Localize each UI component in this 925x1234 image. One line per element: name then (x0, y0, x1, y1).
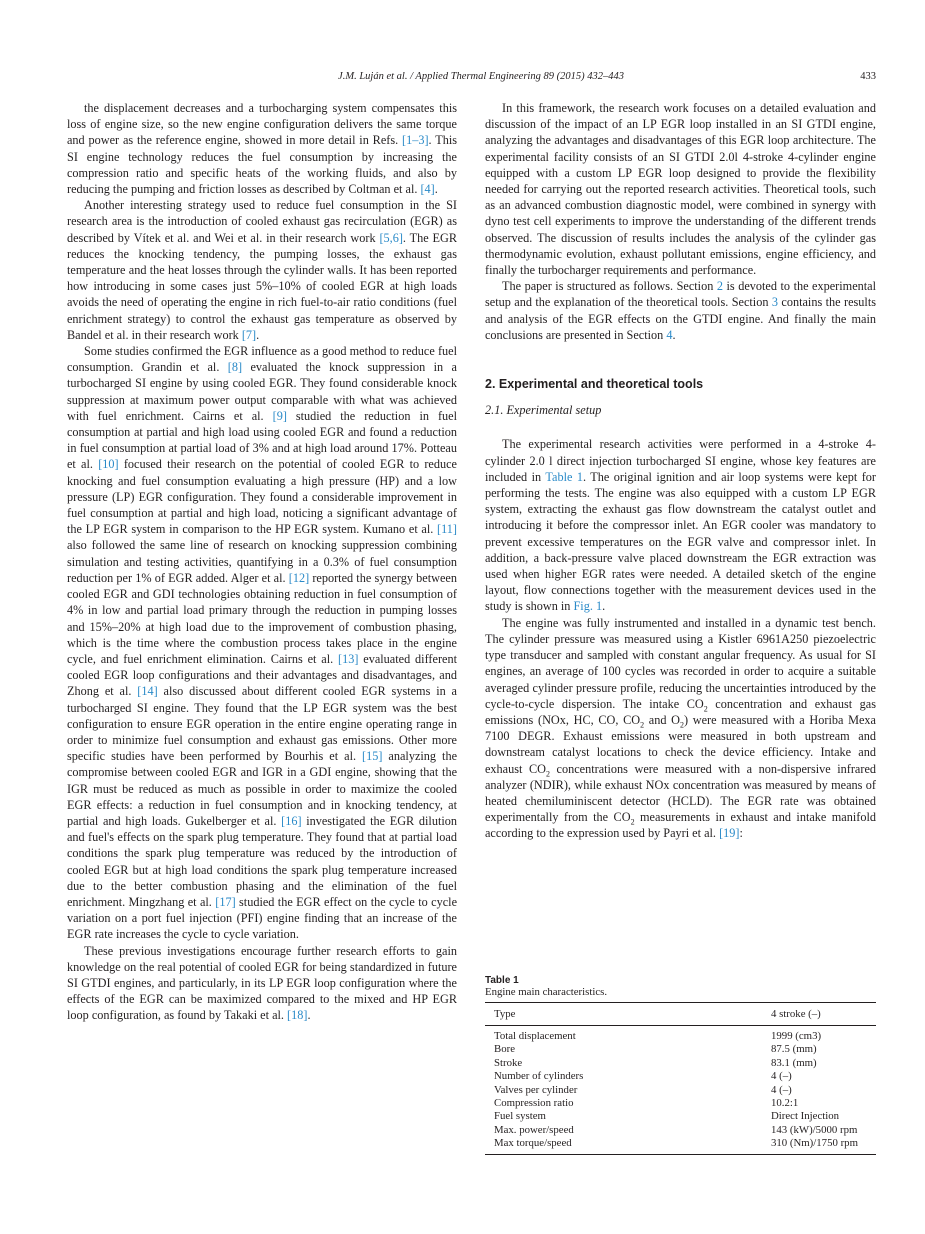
table-cell: 310 (Nm)/1750 rpm (762, 1137, 876, 1154)
citation-link[interactable]: [17] (215, 894, 236, 909)
table-header-cell: 4 stroke (–) (762, 1003, 876, 1026)
table-cell: Fuel system (494, 1110, 546, 1123)
table-cell: 87.5 (mm) (771, 1043, 817, 1056)
engine-characteristics-table (485, 1002, 876, 1155)
citation-link[interactable]: [5,6] (379, 230, 403, 245)
table-cell: Direct Injection (771, 1110, 840, 1123)
text-run: The engine was fully instrumented and installed in a dynamic test bench. The cylinder pressure was measured using a Kistler 6961A250 piezoelectric type transducer and sampled with constant angular frequency. As usual for SI engines, an average of 100 cycles was recorded in order to acquire a suitable averaged cylinder pressure profile, reducing the uncertainties introduced by the cycle-to-cycle dispersion. The intake CO (485, 615, 876, 711)
text-run: the displacement decreases and a turbocharging system compensates this loss of engine size, so the new engine configuration delivers the same torque and power as the reference engine, showed in more detail in Refs. (67, 101, 457, 148)
text-run: is devoted to the experimental setup and the explanation of the theoretical tools. Section (485, 279, 876, 310)
subscript: 2 (630, 817, 635, 827)
subsection-heading: 2.1. Experimental setup (485, 403, 602, 418)
text-run: concentration and exhaust gas emissions (NOx, HC, CO, CO (485, 696, 876, 727)
table-row (485, 1084, 876, 1097)
text-run: Some studies confirmed the EGR influence as a good method to reduce fuel consumption. Grandin et al. (67, 344, 457, 375)
text-run: Another interesting strategy used to reduce fuel consumption in the SI research area is the introduction of cooled exhaust gas recirculation (EGR) as described by Vítek et al. and Wei et al. in their research work (67, 198, 457, 245)
text-run: . (307, 1008, 311, 1023)
citation-link[interactable]: [18] (287, 1008, 308, 1023)
table-cell: 143 (kW)/5000 rpm (771, 1123, 858, 1136)
text-run: evaluated the knock suppression in a turbocharged SI engine by using cooled EGR. They found considerable knock suppression at maximum power output comparable with what was achieved with fuel enrichment. Cairns et al. (67, 360, 457, 423)
running-header (86, 71, 876, 87)
text-run: The experimental research activities were performed in a 4-stroke 4-cylinder 2.0 l direct injection turbocharged SI engine, whose key features are included in (485, 437, 876, 484)
text-run: . The original ignition and air loop systems were kept for performing the tests. The engine was also equipped with a custom LP EGR system, extracting the exhaust gas flow downstream the catalyst outlet and introducing it before the compressor inlet. An EGR cooler was mandatory to prevent excessive temperatures on the EGR valve and compressor inlet. In addition, a back-pressure valve placed downstream the EGR extraction was used when higher EGR rates were needed. A detailed sketch of the engine layout, flow connections together with the measurement devices used in the study is shown in (485, 469, 876, 614)
text-run: ) were measured with a Horiba Mexa 7100 DEGR. Exhaust emissions were measured in both upstream and downstream catalyst locations to check the device efficiency. Intake and exhaust CO (485, 712, 876, 776)
section-link[interactable]: 4 (666, 327, 673, 342)
text-run: concentrations were measured with a non-dispersive infrared analyzer (NDIR), while exhaust NOx concentration was measured by means of heated chemiluminiscent detector (HCLD). The EGR rate was obtained experimentally from the CO (485, 761, 877, 825)
text-run: contains the results and analysis of the EGR effects on the GTDI engine. And finally the main conclusions are presented in Section (485, 295, 876, 342)
citation-link[interactable]: [1–3] (402, 133, 429, 148)
citation-link[interactable]: [13] (338, 651, 359, 666)
table-cell: Compression ratio (494, 1097, 574, 1110)
citation-link[interactable]: [15] (362, 749, 383, 764)
table-header-row (485, 1003, 876, 1026)
paragraph (67, 197, 457, 343)
text-run: analyzing the compromise between cooled EGR and IGR in a GDI engine, showing that the IGR must be reduced as much as possible in order to maximize the cooled EGR effects: a reduction in fuel consumption and in knocking tendency, at partial and high loads. Gukelberger et al. (67, 749, 458, 828)
table-cell: 4 (–) (771, 1070, 792, 1083)
paragraph (67, 943, 457, 1024)
citation-link[interactable]: [12] (288, 570, 310, 585)
subscript: 2 (545, 768, 550, 778)
text-run: : (739, 826, 743, 841)
table-cell: Stroke (494, 1056, 523, 1069)
paragraph (485, 615, 876, 842)
table-row (485, 1137, 876, 1154)
table-row (485, 1070, 876, 1083)
table-row (485, 1043, 876, 1056)
table-cell: Total displacement (494, 1030, 576, 1042)
table-cell: 4 (–) (771, 1083, 792, 1096)
section-link[interactable]: 3 (771, 295, 778, 310)
table-caption: Engine main characteristics. (485, 986, 608, 998)
text-run: measurements in exhaust and intake manifold according to the expression used by Payri et al. (485, 810, 877, 841)
table-cell: 10.2:1 (771, 1097, 799, 1110)
text-run: studied the EGR effect on the cycle to cycle variation on a port fuel injection (PFI) engine finding that an increase of the EGR rate increases the cycle to cycle variation. (67, 894, 458, 942)
table-1 (485, 975, 876, 1155)
text-run: studied the reduction in fuel consumption at partial and high load using cooled EGR and found a reduction in fuel consumption at partial load of 3% and at high load around 17%. Potteau et al. (67, 408, 457, 472)
table-row (485, 1057, 876, 1070)
paragraph (67, 100, 457, 197)
citation-link[interactable]: [4] (420, 182, 435, 197)
text-run: These previous investigations encourage further research efforts to gain knowledge on the real potential of cooled EGR for being standardized in future SI GTDI engines, and particularly, in its LP EGR loop configuration where the effects of the EGR can be maximized compared to the mixed and HP EGR loop configuration, as found by Takaki et al. (67, 943, 457, 1023)
text-run: . This SI engine technology reduces the fuel consumption by increasing the compression ratio and specific heats of the working fluids, and also by reducing the pumping and friction losses as described by Coltman et al. (67, 133, 457, 197)
text-run: also discussed about different cooled EGR systems in a turbocharged SI engine. They found that the LP EGR system was the best configuration to ensure EGR operation in the entire engine operating range in order to minimize fuel consumption and exhaust gas emissions. Other more specific studies have been performed by Bourhis et al. (67, 684, 457, 764)
table-cell: Max torque/speed (485, 1137, 762, 1154)
table-cell: Max. power/speed (494, 1123, 574, 1136)
table-row (485, 1124, 876, 1137)
citation-link[interactable]: [11] (437, 522, 457, 537)
left-column (67, 100, 457, 1024)
table-cell: Valves per cylinder (494, 1083, 578, 1096)
section-heading: 2. Experimental and theoretical tools (485, 377, 704, 392)
paragraph (485, 278, 876, 343)
paragraph: In this framework, the research work focuses on a detailed evaluation and discussion of the impact of an LP EGR loop installed in an SI GTDI engine, analyzing the advantages and disadvantages of this EGR loop architecture. The experimental facility consists of an SI GTDI 2.0l 4-stroke 4-cylinder engine equipped with a custom LP EGR loop designed to provide the flexibility needed for carrying out the reported research activities. Theoretical tools, such as an advanced combustion diagnostic model, were combined in synergy with dyno test cell experiments to improve the understanding of the different trends observed. The discussion of results includes the analysis of the cylinder gas thermodynamic evolution, exhaust pollutant emissions, engine efficiency, and finally the turbocharger requirements and performance. (485, 101, 876, 278)
section-link[interactable]: 2 (716, 279, 723, 294)
text-run: The paper is structured as follows. Section (502, 279, 717, 294)
citation-link[interactable]: [9] (272, 408, 287, 423)
citation-link[interactable]: [14] (137, 684, 158, 699)
figure-link[interactable]: Fig. 1 (573, 599, 603, 614)
text-run: investigated the EGR dilution and fuel's effects on the spark plug temperature. They found that at partial load conditions the spark plug temperature was reduced by the introduction of cooled EGR but at high load conditions the spark plug temperature increased due to the better combustion phasing and the elimination of the fuel enrichment. Mingzhang et al. (67, 813, 458, 909)
text-run: focused their research on the potential of cooled EGR to reduce knocking and fuel consumption evaluating a high pressure (HP) and a low pressure (LP) EGR configuration. They found a considerable improvement in fuel consumption at partial and high load, noticing a significant advantage of the LP EGR system in comparison to the HP EGR system. Kumano et al. (67, 457, 457, 537)
table-cell: 83.1 (mm) (771, 1056, 817, 1069)
text-run: . The EGR reduces the knocking tendency, the pumping losses, the exhaust gas temperature and the heat losses through the cylinder walls. It has been reported how introducing in some cases just 5%–10% of cooled EGR at high loads avoids the need of operating the engine in rich fuel-to-air ratio conditions (fuel enrichment strategy) to control the exhaust gas temperature as observed by Bandel et al. in their research work (67, 230, 457, 342)
running-head: J.M. Luján et al. / Applied Thermal Engineering 89 (2015) 432–443 (338, 71, 624, 82)
table-row (485, 1097, 876, 1110)
citation-link[interactable]: [8] (227, 360, 243, 375)
text-run: reported the synergy between cooled EGR and GDI technologies obtaining reduction in fuel consumption of 4% in low and partial load primary through the reduction in pumping losses and 15%–20% at high load due to the improvement of combustion phasing, which is the time where the combustion process takes place in the engine cycle, and fuel enrichment elimination. Cairns et al. (67, 570, 457, 666)
citation-link[interactable]: [7] (241, 327, 257, 342)
page-number: 433 (860, 71, 876, 82)
table-cell: Bore (494, 1043, 515, 1056)
table-header-cell: Type (485, 1003, 762, 1026)
text-run: evaluated different cooled EGR loop configurations and their advantages and disadvantages, and Zhong et al. (67, 651, 457, 699)
paragraph (67, 343, 457, 943)
subscript: 2 (640, 720, 645, 730)
citation-link[interactable]: [19] (719, 826, 740, 841)
text-run: . (672, 327, 676, 342)
text-run: . (602, 599, 606, 614)
citation-link[interactable]: [16] (281, 813, 302, 828)
citation-link[interactable]: [10] (98, 457, 119, 472)
table-label: Table 1 (485, 975, 519, 986)
text-run: also followed the same line of research on knocking suppression combining simulation and testing activities, quantifying in a 0.3% of fuel consumption reduction per 1% of EGR added. Alger et al. (67, 538, 457, 585)
paragraph (485, 436, 876, 614)
table-cell: 1999 (cm3) (771, 1030, 822, 1042)
subscript: 2 (703, 704, 708, 714)
text-run: . (256, 327, 260, 342)
table-row (485, 1110, 876, 1123)
table-link[interactable]: Table 1 (545, 469, 584, 484)
text-run: and O (644, 712, 681, 727)
table-cell: Number of cylinders (494, 1070, 584, 1083)
right-column (485, 100, 876, 842)
subscript: 2 (680, 720, 685, 730)
text-run: . (434, 182, 438, 197)
table-row (485, 1026, 876, 1044)
